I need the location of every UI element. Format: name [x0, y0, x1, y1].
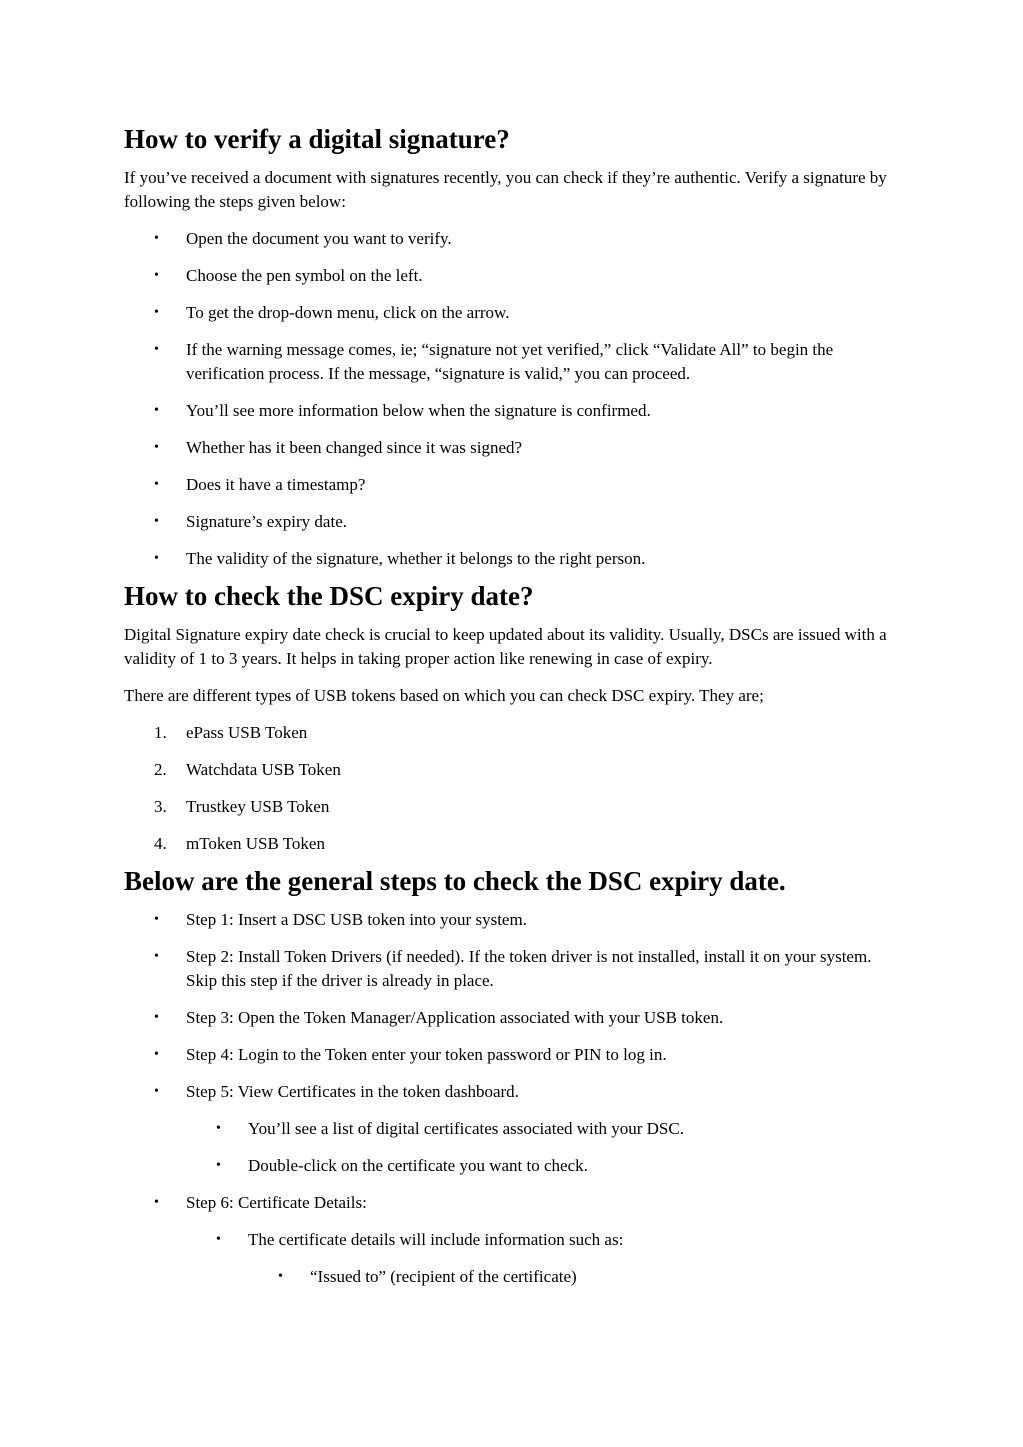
heading-verify-signature: How to verify a digital signature? [124, 124, 510, 154]
list-item: • Step 6: Certificate Details: [124, 1191, 899, 1215]
list-item: • Step 1: Insert a DSC USB token into your system. [124, 908, 899, 932]
bullet-icon: • [278, 1269, 283, 1284]
list-item: • If the warning message comes, ie; “signature not yet verified,” click “Validate All” to begin the verification process. If the message, “signature is valid,” you can proceed. [154, 340, 834, 383]
list-item: • You’ll see a list of digital certificates associated with your DSC. [124, 1117, 899, 1141]
bullet-icon: • [154, 231, 159, 246]
bullet-icon: • [154, 403, 159, 418]
list-item: • Does it have a timestamp? [124, 473, 899, 497]
heading-general-steps: Below are the general steps to check the DSC expiry date. [124, 866, 786, 896]
heading-dsc-expiry: How to check the DSC expiry date? [124, 581, 534, 611]
list-item: • Open the document you want to verify. [124, 227, 899, 251]
list-item: • Signature’s expiry date. [124, 510, 899, 534]
list-item: • Double-click on the certificate you want to check. [124, 1154, 899, 1178]
bullet-icon: • [154, 551, 159, 566]
document-content [124, 122, 899, 1302]
list-item: • Choose the pen symbol on the left. [124, 264, 899, 288]
paragraph-dsc-expiry: Digital Signature expiry date check is crucial to keep updated about its validity. Usually, DSCs are issued with a validity of 1 to 3 years. It helps in taking proper action like renewing in case of expiry. [124, 625, 887, 668]
list-item: 1. ePass USB Token [154, 723, 308, 742]
list-item: • You’ll see more information below when the signature is confirmed. [124, 399, 899, 423]
bullet-icon: • [154, 1047, 159, 1062]
bullet-icon: • [154, 912, 159, 927]
bullet-icon: • [154, 342, 159, 357]
general-steps-list [124, 908, 899, 1289]
list-item: 2. Watchdata USB Token [154, 760, 341, 779]
bullet-icon: • [154, 477, 159, 492]
list-item: • The certificate details will include information such as: [124, 1228, 899, 1252]
list-item: • To get the drop-down menu, click on the arrow. [124, 301, 899, 325]
bullet-icon: • [216, 1232, 221, 1247]
bullet-icon: • [154, 514, 159, 529]
list-item: • Step 5: View Certificates in the token dashboard. [124, 1080, 899, 1104]
list-item: 3. Trustkey USB Token [154, 797, 330, 816]
list-item: 4. mToken USB Token [154, 834, 325, 853]
bullet-icon: • [154, 268, 159, 283]
usb-token-list [124, 721, 899, 856]
list-item: • Step 2: Install Token Drivers (if needed). If the token driver is not installed, install it on your system. Skip this step if the driver is already in place. [154, 947, 872, 990]
bullet-icon: • [154, 1010, 159, 1025]
bullet-icon: • [154, 1195, 159, 1210]
list-item: • “Issued to” (recipient of the certificate) [124, 1265, 899, 1289]
bullet-icon: • [154, 305, 159, 320]
list-item: • Whether has it been changed since it was signed? [124, 436, 899, 460]
bullet-icon: • [216, 1158, 221, 1173]
list-item: • Step 4: Login to the Token enter your token password or PIN to log in. [124, 1043, 899, 1067]
list-item: • Step 3: Open the Token Manager/Application associated with your USB token. [124, 1006, 899, 1030]
bullet-icon: • [216, 1121, 221, 1136]
list-item: • The validity of the signature, whether it belongs to the right person. [124, 547, 899, 571]
paragraph-usb-token-types: There are different types of USB tokens based on which you can check DSC expiry. They are; [124, 686, 764, 705]
bullet-icon: • [154, 1084, 159, 1099]
paragraph-verify-intro: If you’ve received a document with signatures recently, you can check if they’re authentic. Verify a signature by following the steps given below: [124, 168, 887, 211]
verify-steps-list [124, 227, 899, 571]
bullet-icon: • [154, 949, 159, 964]
bullet-icon: • [154, 440, 159, 455]
